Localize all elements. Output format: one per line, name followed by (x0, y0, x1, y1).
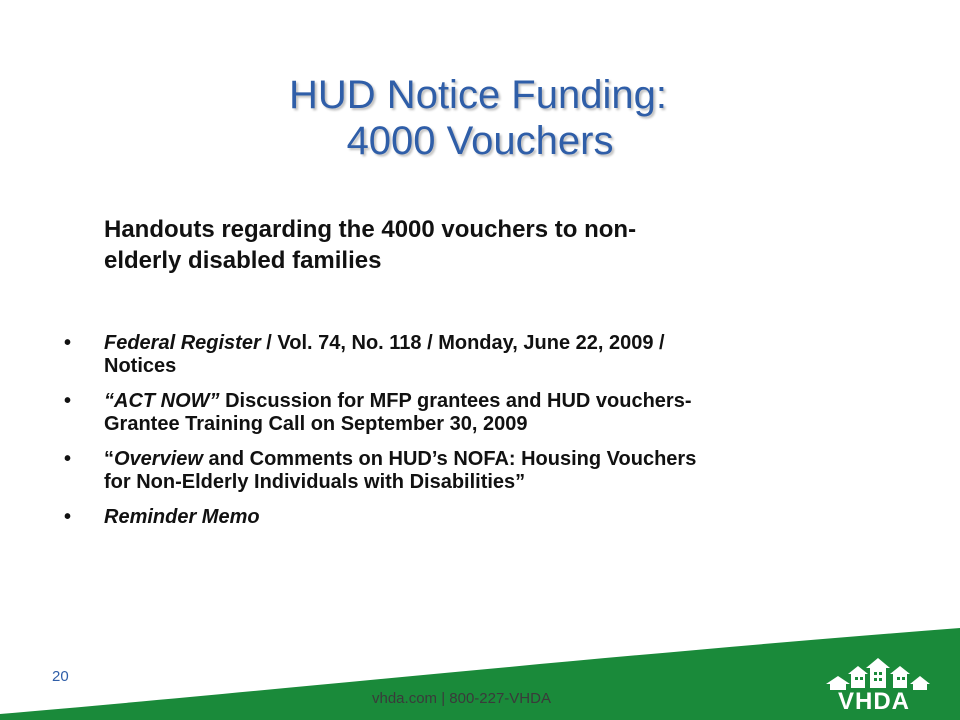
list-item (64, 332, 904, 378)
intro-text (104, 214, 824, 276)
bullet-icon: • (64, 506, 72, 528)
slide-title (0, 72, 960, 164)
logo-text: VHDA (838, 688, 911, 715)
bullet-icon: • (64, 390, 72, 412)
title-line-2: 4000 Vouchers (346, 119, 614, 163)
bullet-italic: “ACT NOW” (104, 390, 220, 412)
bullet-italic: Overview (114, 448, 203, 470)
bullet-icon: • (64, 448, 72, 470)
footer-contact: vhda.com | 800-227-VHDA (372, 690, 551, 707)
page-number: 20 (52, 668, 69, 685)
bullet-text: Discussion for MFP grantees and HUD vouchers- (219, 390, 692, 412)
bullet-text-line-2: Grantee Training Call on September 30, 2009 (104, 413, 528, 435)
bullet-text-line-2: for Non-Elderly Individuals with Disabilities” (104, 471, 526, 493)
list-item (64, 506, 904, 529)
handout-list (64, 332, 904, 541)
bullet-text-line-2: Notices (104, 355, 177, 377)
bullet-text: and Comments on HUD’s NOFA: Housing Vouchers (202, 448, 697, 470)
bullet-italic: Reminder Memo (104, 506, 260, 528)
bullet-italic: Federal Register (104, 332, 261, 354)
intro-line-1: Handouts regarding the 4000 vouchers to non- (104, 216, 637, 243)
list-item (64, 448, 904, 494)
intro-line-2: elderly disabled families (104, 247, 382, 274)
bullet-lead-quote: “ (104, 448, 114, 470)
bullet-text: / Vol. 74, No. 118 / Monday, June 22, 2009 / (260, 332, 665, 354)
list-item (64, 390, 904, 436)
title-line-1: HUD Notice Funding: (289, 73, 667, 117)
bullet-icon: • (64, 332, 72, 354)
